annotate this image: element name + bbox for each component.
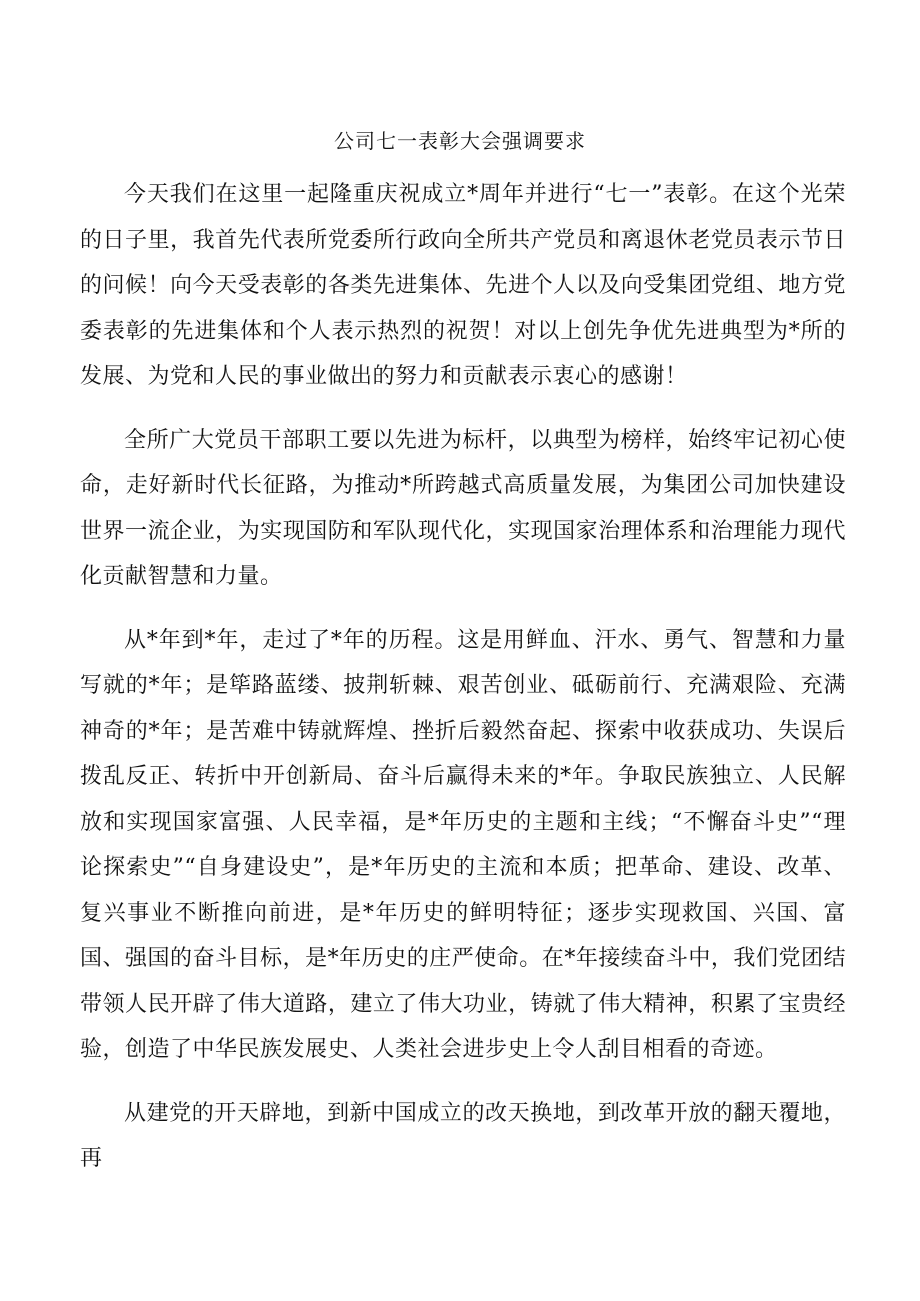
- document-body: [80, 172, 846, 1200]
- paragraph-3: 从*年到*年，走过了*年的历程。这是用鲜血、汗水、勇气、智慧和力量写就的*年；是筚路蓝缕、披荆斩棘、艰苦创业、砥砺前行、充满艰险、充满神奇的*年；是苦难中铸就辉煌、挫折后毅然奋起、探索中收获成功、失误后拨乱反正、转折中开创新局、奋斗后赢得未来的*年。争取民族独立、人民解放和实现国家富强、人民幸福，是*年历史的主题和主线；“不懈奋斗史”“理论探索史”“自身建设史”，是*年历史的主流和本质；把革命、建设、改革、复兴事业不断推向前进，是*年历史的鲜明特征；逐步实现救国、兴国、富国、强国的奋斗目标，是*年历史的庄严使命。在*年接续奋斗中，我们党团结带领人民开辟了伟大道路，建立了伟大功业，铸就了伟大精神，积累了宝贵经验，创造了中华民族发展史、人类社会进步史上令人刮目相看的奇迹。: [80, 627, 846, 1062]
- document-title: 公司七一表彰大会强调要求: [334, 129, 586, 153]
- paragraph-1: 今天我们在这里一起隆重庆祝成立*周年并进行“七一”表彰。在这个光荣的日子里，我首先代表所党委所行政向全所共产党员和离退休老党员表示节日的问候！向今天受表彰的各类先进集体、先进个人以及向受集团党组、地方党委表彰的先进集体和个人表示热烈的祝贺！对以上创先争优先进典型为*所的发展、为党和人民的事业做出的努力和贡献表示衷心的感谢！: [80, 182, 846, 389]
- paragraph-2: 全所广大党员干部职工要以先进为标杆，以典型为榜样，始终牢记初心使命，走好新时代长征路，为推动*所跨越式高质量发展，为集团公司加快建设世界一流企业，为实现国防和军队现代化，实现国家治理体系和治理能力现代化贡献智慧和力量。: [80, 427, 846, 589]
- paragraph-4: 从建党的开天辟地，到新中国成立的改天换地，到改革开放的翻天覆地，再: [80, 1100, 846, 1171]
